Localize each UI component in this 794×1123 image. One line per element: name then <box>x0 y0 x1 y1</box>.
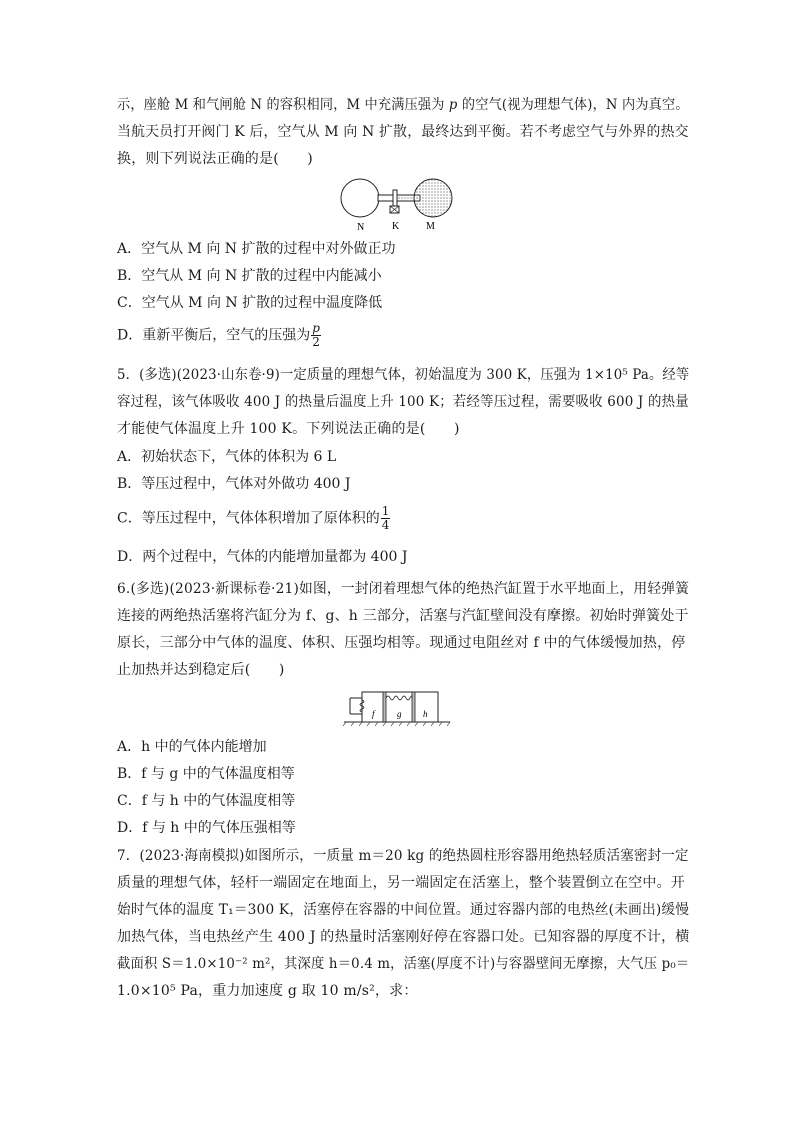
q4-option-d: D．重新平衡后，空气的压强为 $\frac{p}{2}$ <box>117 321 320 349</box>
q5-option-d: D．两个过程中，气体的内能增加量都为 400 J <box>117 549 408 565</box>
q7-stem-line-2: 质量的理想气体，轻杆一端固定在地面上，另一端固定在活塞上，整个装置倒立在空中。开 <box>117 875 685 891</box>
q4-stem-line-2: 当航天员打开阀门 K 后，空气从 M 向 N 扩散，最终达到平衡。若不考虑空气与外界的热交 <box>117 124 689 140</box>
q6-stem-line-3: 原长，三部分中气体的温度、体积、压强均相等。现通过电阻丝对 f 中的气体缓慢加热，停 <box>117 635 686 651</box>
figure-label-k: K <box>392 221 400 232</box>
q5-option-a: A．初始状态下，气体的体积为 6 L <box>117 449 337 465</box>
q7-stem-line-6: 1.0×10⁵ Pa，重力加速度 g 取 10 m/s²，求： <box>117 983 418 999</box>
figure-label-h: h <box>423 709 428 719</box>
q6-stem-line-4: 止加热并达到稳定后( ) <box>117 662 285 678</box>
q4-stem-line-1: 示，座舱 M 和气闸舱 N 的容积相同，M 中充满压强为 p 的空气(视为理想气体)，N 内为真空。 <box>117 97 689 113</box>
fraction-1-over-4: $\frac{1}{4}$ <box>381 504 390 532</box>
q5-option-b: B．等压过程中，气体对外做功 400 J <box>117 476 351 492</box>
q5-option-c: C．等压过程中，气体体积增加了原体积的 $\frac{1}{4}$ <box>117 504 390 532</box>
q6-option-c: C．f 与 h 中的气体温度相等 <box>117 793 296 809</box>
q7-stem-line-1: 7．(2023·海南模拟)如图所示，一质量 m＝20 kg 的绝热圆柱形容器用绝热轻质活塞密封一定 <box>117 848 689 864</box>
q6-figure-cylinder <box>342 688 452 728</box>
figure-label-g: g <box>397 709 402 719</box>
q6-stem-line-2: 连接的两绝热活塞将汽缸分为 f、g、h 三部分，活塞与汽缸壁间没有摩擦。初始时弹簧处于 <box>117 608 689 624</box>
q4-stem-line-3: 换，则下列说法正确的是( ) <box>117 151 313 167</box>
q4-option-a: A．空气从 M 向 N 扩散的过程中对外做正功 <box>117 241 396 257</box>
q7-stem-line-3: 始时气体的温度 T₁＝300 K，活塞停在容器的中间位置。通过容器内部的电热丝(未画出)缓慢 <box>117 902 690 918</box>
q6-option-b: B．f 与 g 中的气体温度相等 <box>117 766 295 782</box>
q6-option-d: D．f 与 h 中的气体压强相等 <box>117 820 296 836</box>
figure-label-f: f <box>372 709 375 719</box>
q5-stem-line-1: 5．(多选)(2023·山东卷·9)一定质量的理想气体，初始温度为 300 K，压强为 1×10⁵ Pa。经等 <box>117 367 690 383</box>
q4-option-c: C．空气从 M 向 N 扩散的过程中温度降低 <box>117 295 383 311</box>
figure-label-m: M <box>426 221 435 232</box>
q6-stem-line-1: 6.(多选)(2023·新课标卷·21)如图，一封闭着理想气体的绝热汽缸置于水平地面上，用轻弹簧 <box>117 581 690 597</box>
q4-option-b: B．空气从 M 向 N 扩散的过程中内能减小 <box>117 268 382 284</box>
q6-option-a: A．h 中的气体内能增加 <box>117 739 267 755</box>
q4-figure-chambers <box>338 176 458 234</box>
fraction-p-over-2: $\frac{p}{2}$ <box>312 321 320 349</box>
q7-stem-line-4: 加热气体，当电热丝产生 400 J 的热量时活塞刚好停在容器口处。已知容器的厚度不计，横 <box>117 929 690 945</box>
figure-label-n: N <box>357 222 365 233</box>
q5-stem-line-2: 容过程，该气体吸收 400 J 的热量后温度上升 100 K；若经等压过程，需要吸收 600 J 的热量 <box>117 394 689 410</box>
q5-stem-line-3: 才能使气体温度上升 100 K。下列说法正确的是( ) <box>117 421 460 437</box>
q7-stem-line-5: 截面积 S＝1.0×10⁻² m²，其深度 h＝0.4 m，活塞(厚度不计)与容器壁间无摩擦，大气压 p₀＝ <box>117 956 690 972</box>
